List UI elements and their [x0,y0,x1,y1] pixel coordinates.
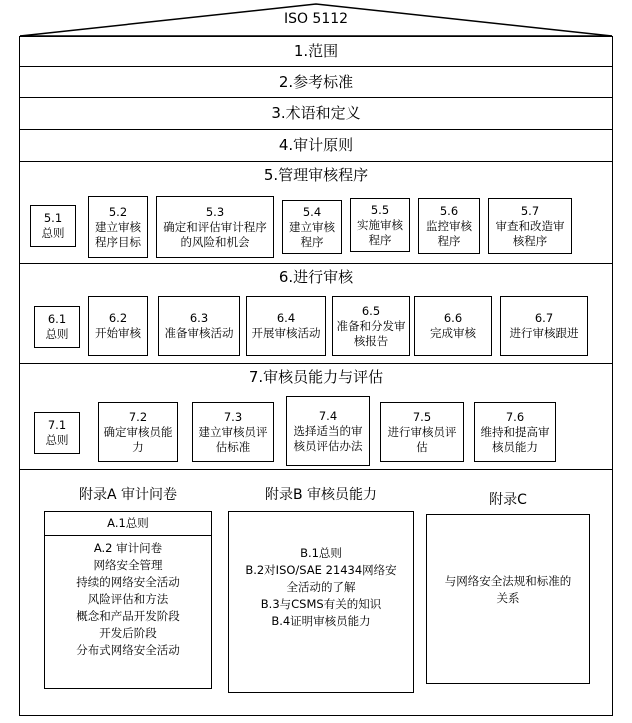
box-6-7 [500,296,588,356]
annex-c-title: 附录C [489,492,527,508]
box-5-6-num: 5.6 [439,203,459,218]
annex-b-lines [228,545,414,630]
box-5-4 [282,200,342,254]
box-6-7-num: 6.7 [534,311,554,325]
annex-b-line: 全活动的了解 [286,580,356,594]
annex-b-line: B.1总则 [300,546,342,560]
box-6-5-num: 6.5 [361,303,381,318]
box-5-4-text: 建立审核程序 [289,219,335,249]
box-5-7-num: 5.7 [520,203,540,218]
section-divider [19,469,613,470]
box-5-6-text: 监控审核程序 [426,218,472,248]
section-divider [19,363,613,364]
section-scope: 1.范围 [19,36,613,67]
box-7-2-text: 确定审核员能力 [103,424,173,454]
section-7-title: 7.审核员能力与评估 [248,368,384,386]
box-7-2-num: 7.2 [128,409,148,424]
box-7-5-num: 7.5 [412,409,432,424]
box-5-1 [30,205,76,247]
box-6-6-text: 完成审核 [430,326,476,340]
box-6-1 [34,306,80,348]
annex-a-line: 分布式网络安全活动 [76,643,180,657]
box-7-2 [98,402,178,462]
box-5-4-num: 5.4 [302,204,322,219]
annex-a-line: A.2 审计问卷 [93,541,163,555]
box-6-2 [88,296,148,356]
section-references: 2.参考标准 [19,67,613,98]
box-5-7-text: 审查和改造审核程序 [495,218,565,248]
annex-a-line: 网络安全管理 [93,558,163,572]
box-7-5-text: 进行审核员评估 [387,424,457,454]
section-principles: 4.审计原则 [19,130,613,162]
annex-b-line: B.3与CSMS有关的知识 [260,597,382,611]
box-6-6-num: 6.6 [443,311,463,325]
section-6-title: 6.进行审核 [278,268,354,286]
box-6-6 [414,296,492,356]
box-5-2-text: 建立审核程序目标 [95,219,141,249]
section-terms: 3.术语和定义 [19,98,613,130]
box-6-3-num: 6.3 [189,311,209,325]
box-6-4-num: 6.4 [276,311,296,325]
box-5-1-num: 5.1 [43,211,63,225]
section-divider [19,263,613,264]
box-5-2-num: 5.2 [108,204,128,219]
annex-c-lines [426,573,590,607]
box-5-3 [156,196,274,258]
box-7-1-text: 总则 [45,433,69,447]
box-5-5-num: 5.5 [370,202,390,217]
box-5-3-num: 5.3 [205,204,225,219]
box-5-3-text: 确定和评估审计程序的风险和机会 [163,219,267,249]
box-6-2-text: 开始审核 [95,326,141,340]
annex-c-line: 关系 [496,591,520,605]
section-5-title: 5.管理审核程序 [263,166,369,184]
box-7-6-num: 7.6 [505,409,525,424]
box-7-4 [286,396,370,466]
box-7-1-num: 7.1 [47,418,67,432]
box-7-5 [380,402,464,462]
annex-a-title: 附录A 审计问卷 [78,487,178,503]
box-6-3-text: 准备审核活动 [164,326,234,340]
annex-a-line: 持续的网络安全活动 [76,575,180,589]
box-6-4 [246,296,326,356]
box-5-5 [350,198,410,252]
box-7-6 [474,402,556,462]
box-7-3 [192,402,274,462]
box-5-6 [418,198,480,254]
annex-a-line: 风险评估和方法 [87,592,169,606]
annex-a-line: 概念和产品开发阶段 [76,609,180,623]
box-6-5 [332,296,410,356]
box-5-1-text: 总则 [41,226,65,240]
annex-c-line: 与网络安全法规和标准的 [444,574,572,588]
annex-a-1: A.1总则 [44,511,212,536]
box-6-2-num: 6.2 [108,311,128,325]
box-6-1-num: 6.1 [47,312,67,326]
annex-a-line: 开发后阶段 [99,626,157,640]
annex-a-lines [44,540,212,659]
annex-b-line: B.2对ISO/SAE 21434网络安 [245,563,397,577]
box-6-4-text: 开展审核活动 [251,326,321,340]
box-5-5-text: 实施审核程序 [357,217,403,247]
box-5-7 [488,198,572,254]
box-6-1-text: 总则 [45,327,69,341]
annex-b-line: B.4证明审核员能力 [271,614,371,628]
box-7-6-text: 维持和提高审核员能力 [480,424,550,454]
box-7-4-num: 7.4 [318,408,338,423]
box-7-1 [34,412,80,454]
annex-b-title: 附录B 审核员能力 [264,487,378,503]
box-6-5-text: 准备和分发审核报告 [336,318,406,348]
standard-title: ISO 5112 [283,11,349,27]
box-5-2 [88,196,148,258]
box-7-3-text: 建立审核员评估标准 [198,424,268,454]
box-6-3 [158,296,240,356]
box-7-4-text: 选择适当的审核员评估办法 [293,423,363,453]
box-6-7-text: 进行审核跟进 [509,326,579,340]
box-7-3-num: 7.3 [223,409,243,424]
